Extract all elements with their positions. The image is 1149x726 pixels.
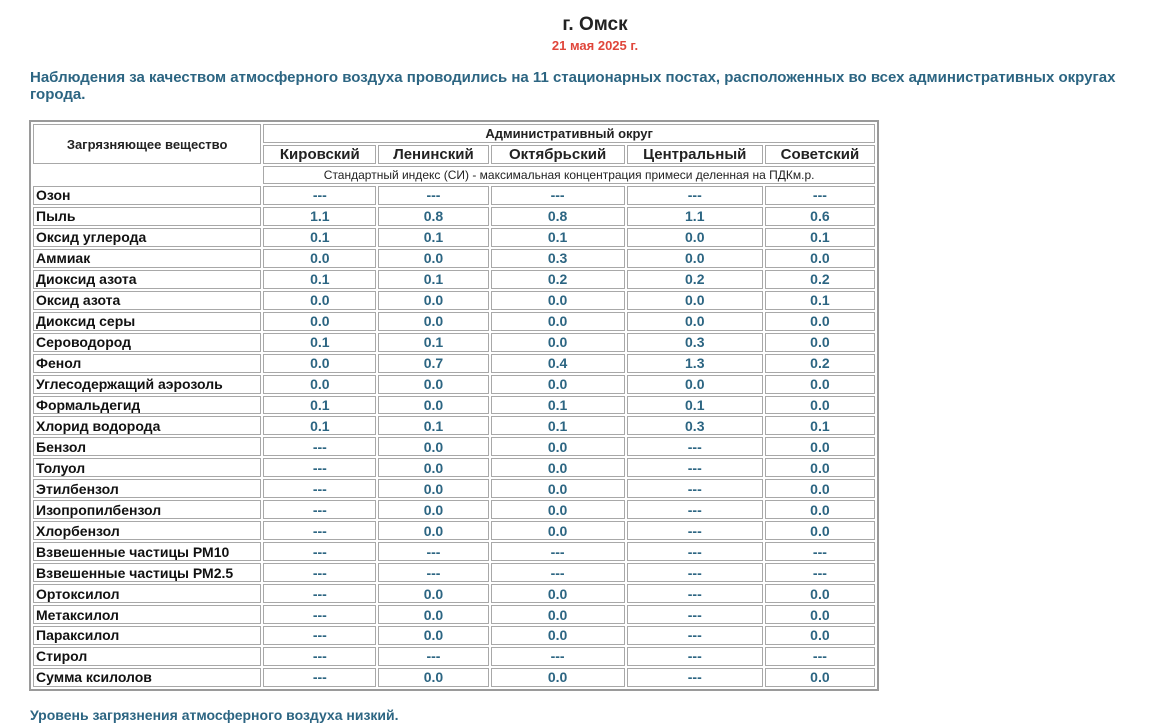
- report-date: 21 мая 2025 г.: [551, 38, 639, 53]
- index-value: 0.0: [765, 521, 875, 540]
- pollutant-name: Углесодержащий аэрозоль: [33, 375, 261, 394]
- index-value: 0.0: [627, 249, 763, 268]
- index-value: 0.1: [263, 270, 376, 289]
- index-value: 0.2: [627, 270, 763, 289]
- table-row: [33, 563, 875, 582]
- index-value: 0.1: [765, 291, 875, 310]
- table-row: [33, 605, 875, 624]
- index-value: 0.1: [491, 396, 625, 415]
- index-value: 0.0: [765, 500, 875, 519]
- index-value: 0.4: [491, 354, 625, 373]
- index-value: 0.0: [765, 249, 875, 268]
- pollution-level-summary: Уровень загрязнения атмосферного воздуха низкий.: [30, 707, 399, 723]
- index-value: 0.0: [765, 437, 875, 456]
- index-value: 0.0: [765, 458, 875, 477]
- index-value: 0.0: [627, 312, 763, 331]
- pollutant-name: Хлорбензол: [33, 521, 261, 540]
- index-value: ---: [627, 186, 763, 205]
- index-value: 0.0: [491, 437, 625, 456]
- index-value: 0.1: [378, 228, 488, 247]
- index-value: ---: [627, 584, 763, 603]
- index-value: 0.0: [491, 458, 625, 477]
- index-value: ---: [263, 626, 376, 645]
- index-note: Стандартный индекс (СИ) - максимальная концентрация примеси деленная на ПДКм.р.: [263, 166, 875, 184]
- table-row: [33, 437, 875, 456]
- index-value: 0.0: [263, 312, 376, 331]
- index-value: 0.0: [491, 291, 625, 310]
- pollutant-name: Толуол: [33, 458, 261, 477]
- pollutant-name: Фенол: [33, 354, 261, 373]
- index-value: ---: [491, 563, 625, 582]
- index-value: 0.1: [765, 228, 875, 247]
- index-value: 0.1: [263, 228, 376, 247]
- index-value: 0.0: [378, 396, 488, 415]
- pollutant-name: Стирол: [33, 647, 261, 666]
- index-value: ---: [627, 542, 763, 561]
- index-value: 0.0: [765, 605, 875, 624]
- district-header: Ленинский: [378, 145, 488, 164]
- district-group-header: Административный округ: [263, 124, 875, 143]
- index-value: ---: [263, 584, 376, 603]
- index-value: ---: [263, 668, 376, 687]
- index-value: ---: [765, 186, 875, 205]
- index-value: 0.0: [378, 626, 488, 645]
- index-value: 0.0: [378, 291, 488, 310]
- index-value: 0.0: [263, 375, 376, 394]
- table-row: [33, 270, 875, 289]
- index-value: ---: [627, 521, 763, 540]
- index-value: 0.0: [627, 375, 763, 394]
- index-value: 0.3: [491, 249, 625, 268]
- table-row: [33, 647, 875, 666]
- index-value: 0.1: [263, 416, 376, 435]
- index-value: 0.2: [765, 270, 875, 289]
- table-row: [33, 333, 875, 352]
- district-header: Октябрьский: [491, 145, 625, 164]
- index-value: ---: [263, 605, 376, 624]
- table-row: [33, 500, 875, 519]
- index-value: 0.1: [765, 416, 875, 435]
- index-value: 0.0: [627, 291, 763, 310]
- pollutant-name: Изопропилбензол: [33, 500, 261, 519]
- index-value: ---: [627, 458, 763, 477]
- index-value: 0.1: [627, 396, 763, 415]
- table-row: [33, 668, 875, 687]
- pollutant-column-header: Загрязняющее вещество: [33, 124, 261, 164]
- pollutant-name: Бензол: [33, 437, 261, 456]
- pollutant-name: Сумма ксилолов: [33, 668, 261, 687]
- index-value: 0.1: [491, 228, 625, 247]
- index-value: 1.3: [627, 354, 763, 373]
- table-row: [33, 416, 875, 435]
- index-value: 0.0: [491, 668, 625, 687]
- index-value: ---: [263, 437, 376, 456]
- index-value: 0.3: [627, 416, 763, 435]
- index-value: ---: [627, 500, 763, 519]
- index-value: ---: [263, 542, 376, 561]
- pollution-table-frame: [29, 120, 879, 691]
- index-value: 0.0: [491, 333, 625, 352]
- table-row: [33, 542, 875, 561]
- index-value: ---: [627, 563, 763, 582]
- index-value: 0.2: [491, 270, 625, 289]
- index-value: 0.0: [378, 668, 488, 687]
- pollutant-name: Хлорид водорода: [33, 416, 261, 435]
- index-value: 0.1: [491, 416, 625, 435]
- index-value: 0.0: [491, 605, 625, 624]
- index-value: 0.0: [765, 626, 875, 645]
- index-value: 0.0: [765, 668, 875, 687]
- index-value: ---: [378, 563, 488, 582]
- index-value: 0.0: [765, 584, 875, 603]
- index-value: 0.0: [491, 521, 625, 540]
- index-value: 0.0: [491, 626, 625, 645]
- index-value: 0.0: [378, 458, 488, 477]
- table-row: [33, 291, 875, 310]
- table-row: [33, 479, 875, 498]
- index-value: ---: [491, 542, 625, 561]
- pollution-table: [31, 122, 877, 689]
- index-value: 0.0: [378, 521, 488, 540]
- index-value: 1.1: [263, 207, 376, 226]
- index-value: ---: [627, 668, 763, 687]
- index-value: 0.0: [378, 500, 488, 519]
- index-value: 0.0: [491, 479, 625, 498]
- index-value: 0.7: [378, 354, 488, 373]
- pollutant-name: Диоксид азота: [33, 270, 261, 289]
- index-value: 0.0: [627, 228, 763, 247]
- index-value: 0.0: [491, 312, 625, 331]
- pollutant-name: Озон: [33, 186, 261, 205]
- index-value: ---: [378, 186, 488, 205]
- table-row: [33, 186, 875, 205]
- index-value: 0.8: [378, 207, 488, 226]
- table-row: [33, 626, 875, 645]
- index-value: 0.0: [765, 312, 875, 331]
- index-value: ---: [263, 458, 376, 477]
- index-value: ---: [378, 647, 488, 666]
- table-row: [33, 396, 875, 415]
- index-value: 0.0: [765, 333, 875, 352]
- index-value: 0.0: [765, 479, 875, 498]
- index-value: 0.0: [378, 437, 488, 456]
- table-row: [33, 228, 875, 247]
- index-value: ---: [378, 542, 488, 561]
- index-value: ---: [765, 542, 875, 561]
- table-row: [33, 375, 875, 394]
- index-value: ---: [263, 186, 376, 205]
- index-value: 0.3: [627, 333, 763, 352]
- index-value: ---: [491, 647, 625, 666]
- intro-text: Наблюдения за качеством атмосферного воздуха проводились на 11 стационарных постах, расположенных во всех административных округах города.: [30, 69, 1116, 103]
- index-value: ---: [627, 626, 763, 645]
- index-value: 0.0: [378, 312, 488, 331]
- pollutant-name: Оксид углерода: [33, 228, 261, 247]
- index-value: ---: [263, 500, 376, 519]
- pollutant-name: Этилбензол: [33, 479, 261, 498]
- index-value: 0.0: [263, 249, 376, 268]
- index-value: ---: [627, 647, 763, 666]
- index-value: 0.0: [765, 396, 875, 415]
- pollutant-name: Ортоксилол: [33, 584, 261, 603]
- district-header: Кировский: [263, 145, 376, 164]
- index-value: 0.8: [491, 207, 625, 226]
- index-value: ---: [627, 437, 763, 456]
- index-value: 1.1: [627, 207, 763, 226]
- index-value: 0.0: [378, 249, 488, 268]
- table-row: [33, 354, 875, 373]
- district-header: Центральный: [627, 145, 763, 164]
- pollutant-name: Аммиак: [33, 249, 261, 268]
- index-value: ---: [491, 186, 625, 205]
- index-value: 0.0: [378, 479, 488, 498]
- table-row: [33, 458, 875, 477]
- pollutant-name: Параксилол: [33, 626, 261, 645]
- index-value: ---: [263, 563, 376, 582]
- index-value: 0.1: [263, 396, 376, 415]
- index-value: 0.1: [378, 333, 488, 352]
- pollutant-name: Диоксид серы: [33, 312, 261, 331]
- table-row: [33, 521, 875, 540]
- index-value: ---: [263, 479, 376, 498]
- index-value: 0.1: [263, 333, 376, 352]
- district-header: Советский: [765, 145, 875, 164]
- index-value: 0.1: [378, 270, 488, 289]
- index-value: ---: [627, 605, 763, 624]
- index-value: 0.0: [378, 375, 488, 394]
- empty-header-cell: [33, 166, 261, 184]
- index-value: 0.1: [378, 416, 488, 435]
- index-value: 0.0: [765, 375, 875, 394]
- pollutant-name: Взвешенные частицы РМ10: [33, 542, 261, 561]
- table-row: [33, 312, 875, 331]
- table-row: [33, 207, 875, 226]
- index-value: 0.0: [491, 500, 625, 519]
- index-value: ---: [627, 479, 763, 498]
- pollutant-name: Оксид азота: [33, 291, 261, 310]
- index-value: ---: [765, 647, 875, 666]
- index-value: 0.0: [378, 605, 488, 624]
- index-value: ---: [263, 521, 376, 540]
- city-title: г. Омск: [562, 14, 628, 35]
- index-value: ---: [765, 563, 875, 582]
- index-value: 0.0: [378, 584, 488, 603]
- pollutant-name: Пыль: [33, 207, 261, 226]
- table-row: [33, 584, 875, 603]
- table-row: [33, 249, 875, 268]
- pollutant-name: Метаксилол: [33, 605, 261, 624]
- pollutant-name: Взвешенные частицы РМ2.5: [33, 563, 261, 582]
- pollutant-name: Сероводород: [33, 333, 261, 352]
- index-value: 0.0: [263, 354, 376, 373]
- index-value: 0.6: [765, 207, 875, 226]
- index-value: 0.2: [765, 354, 875, 373]
- index-value: 0.0: [263, 291, 376, 310]
- index-value: 0.0: [491, 375, 625, 394]
- pollutant-name: Формальдегид: [33, 396, 261, 415]
- index-value: ---: [263, 647, 376, 666]
- index-value: 0.0: [491, 584, 625, 603]
